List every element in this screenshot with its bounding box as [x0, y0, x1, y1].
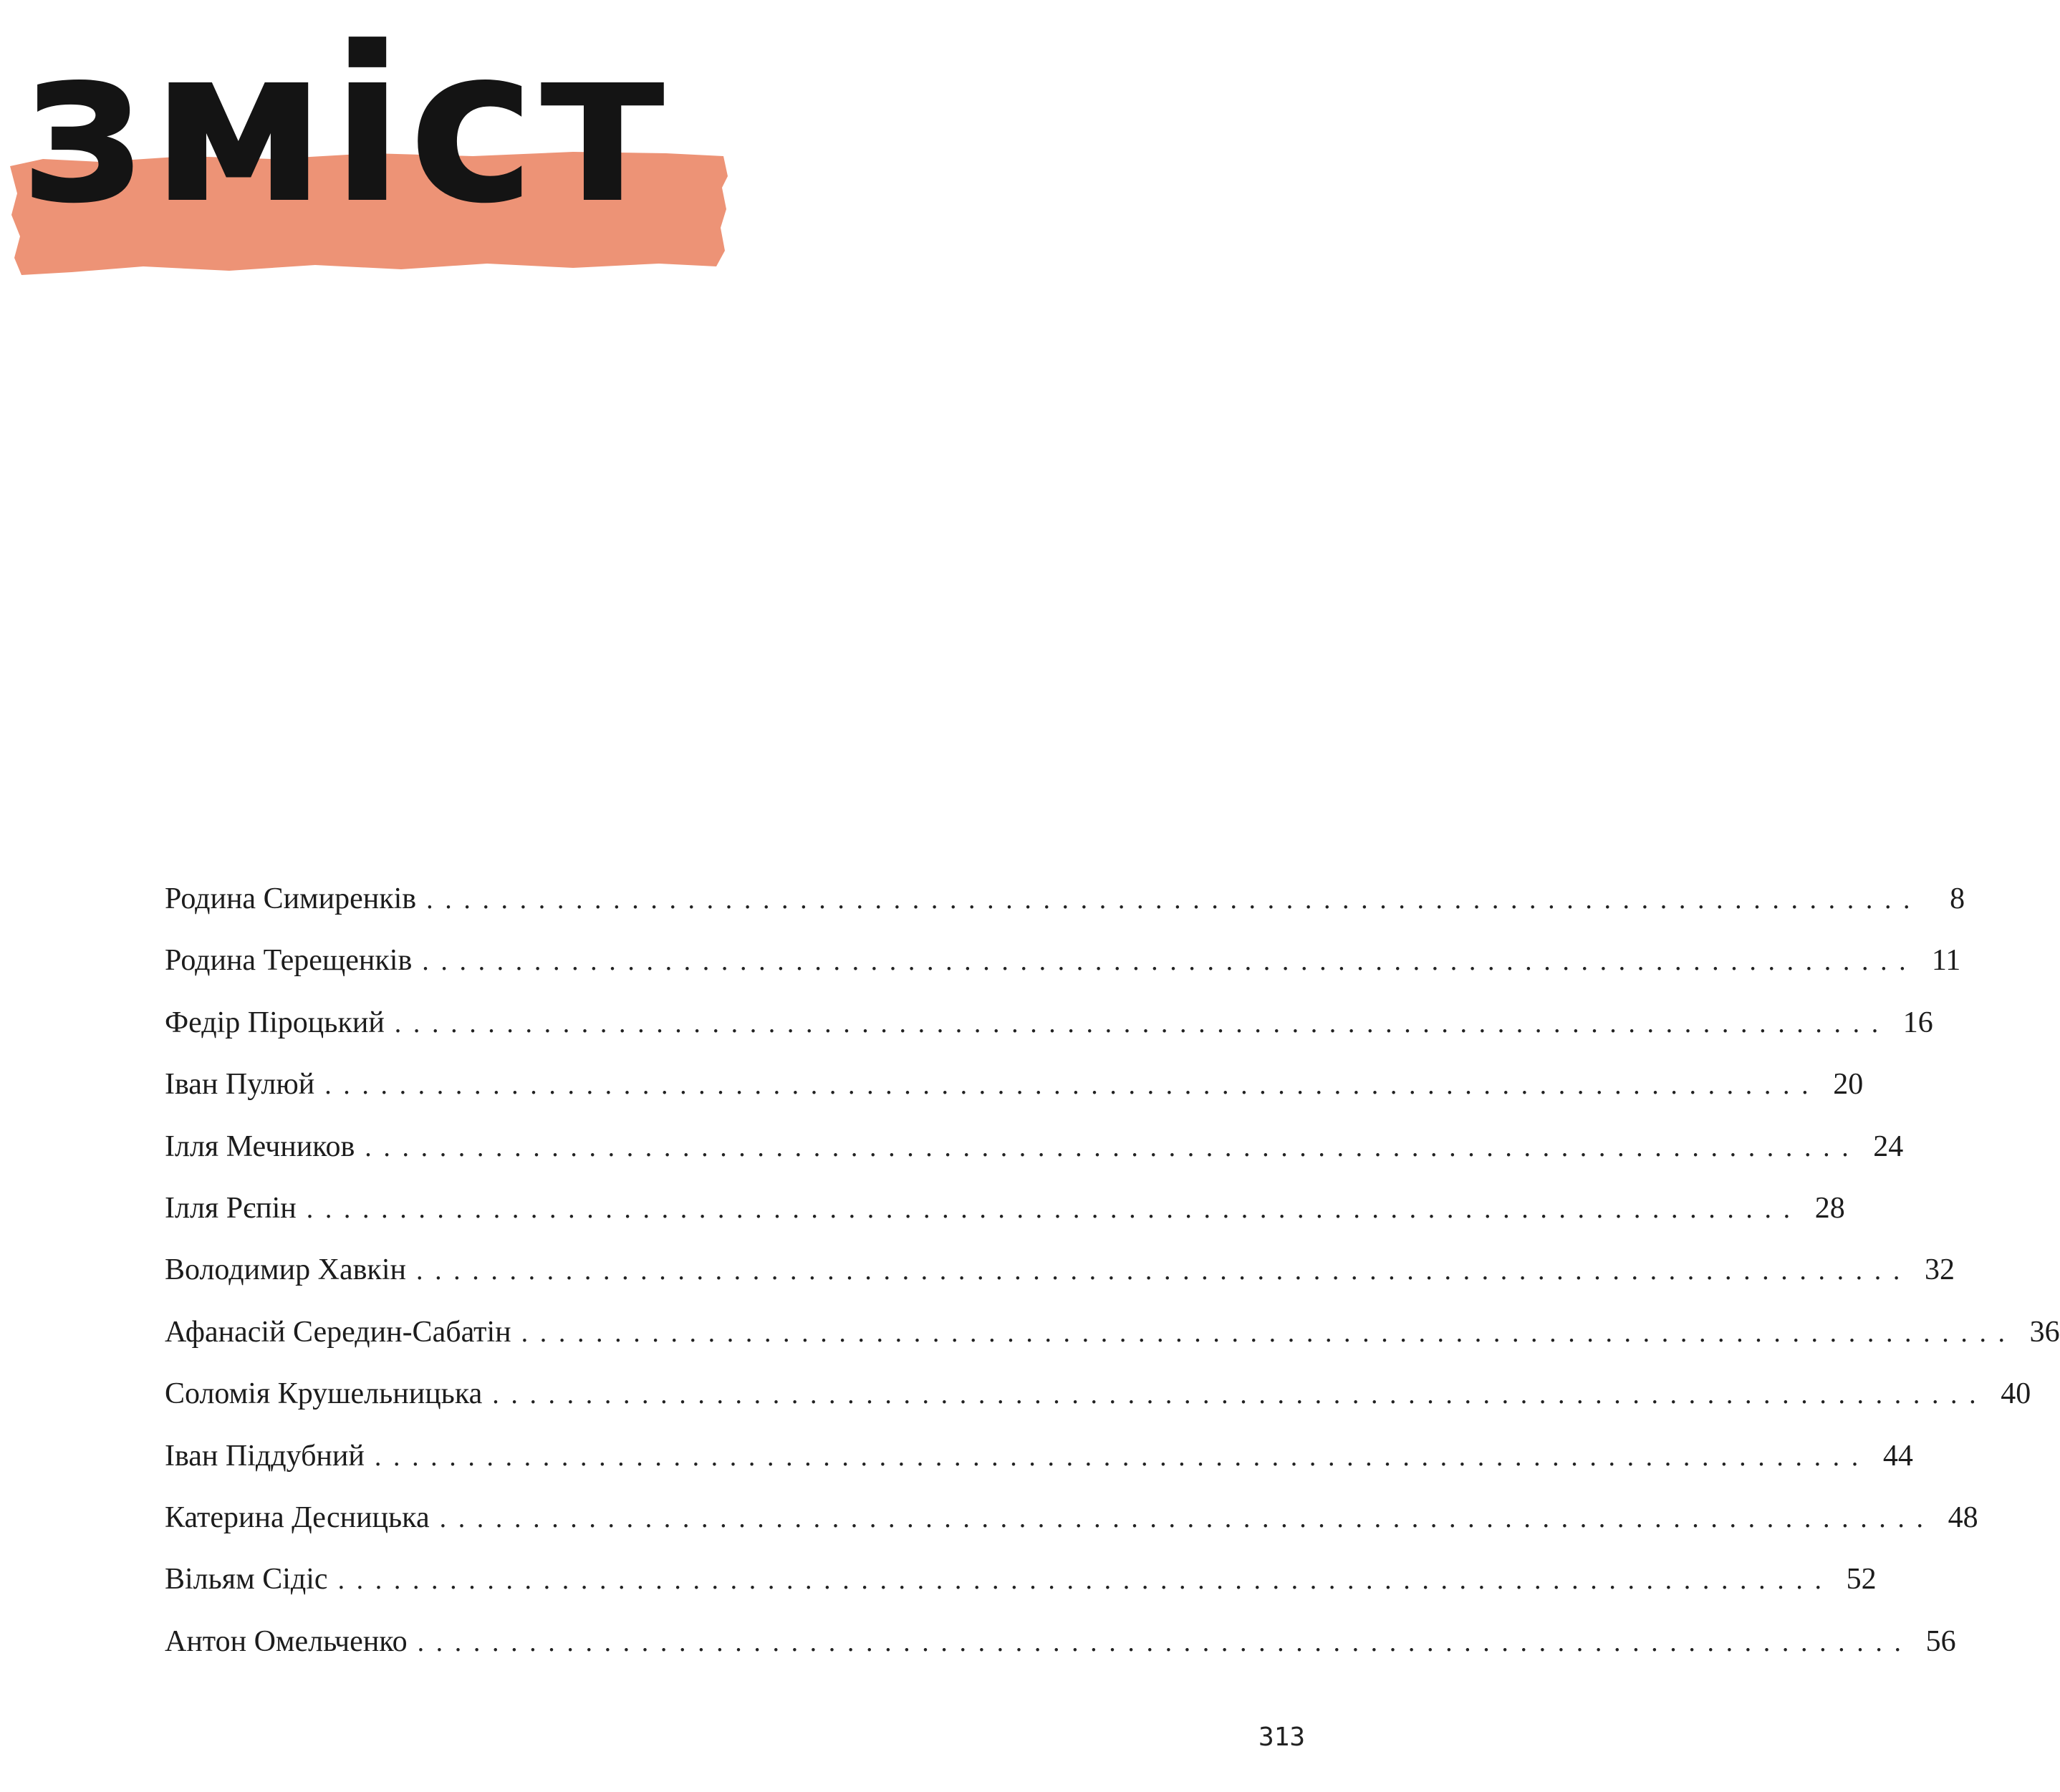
toc-entry-title: Катерина Десницька: [165, 1500, 430, 1534]
toc-entry: [165, 1620, 1956, 1682]
toc-entry-page: 44: [1882, 1439, 1913, 1473]
toc-entry-title: Ілля Мечников: [165, 1129, 355, 1163]
toc-entry-title: Ілля Рєпін: [165, 1191, 297, 1225]
toc-entry: [165, 1311, 2060, 1372]
dot-leader: ................................................................................: [422, 946, 1918, 977]
toc-heading: [0, 0, 745, 286]
toc-entry-page: 48: [1948, 1500, 1978, 1534]
toc-entry-title: Іван Піддубний: [165, 1439, 365, 1473]
toc-entry-title: Родина Симиренків: [165, 882, 417, 915]
toc-entry-page: 56: [1925, 1624, 1956, 1658]
toc-entry-page: 36: [2029, 1315, 2060, 1349]
table-of-contents: [165, 877, 2060, 1682]
dot-leader: ................................................................................: [426, 885, 1922, 915]
toc-entry-page: 16: [1902, 1006, 1933, 1039]
toc-entry: [165, 1496, 1978, 1558]
page-title: зміст: [21, 1, 670, 251]
toc-entry-page: 8: [1950, 882, 1965, 915]
toc-entry: [165, 1125, 1904, 1187]
toc-entry-title: Федір Піроцький: [165, 1006, 385, 1039]
toc-entry-page: 20: [1833, 1068, 1864, 1102]
toc-entry-title: Іван Пулюй: [165, 1068, 315, 1102]
toc-entry: [165, 1248, 1955, 1310]
dot-leader: ................................................................................: [417, 1627, 1913, 1657]
dot-leader: ................................................................................: [394, 1008, 1890, 1039]
dot-leader: ................................................................................: [337, 1565, 1834, 1596]
dot-leader: ................................................................................: [439, 1503, 1935, 1533]
dot-leader: ................................................................................: [365, 1132, 1861, 1162]
toc-entry-page: 40: [2001, 1377, 2031, 1411]
dot-leader: ................................................................................: [492, 1379, 1988, 1410]
toc-entry-title: Вільям Сідіс: [165, 1563, 328, 1596]
page-number: 313: [1258, 1723, 1305, 1752]
toc-entry: [165, 939, 1961, 1001]
toc-entry-page: 11: [1931, 944, 1961, 978]
dot-leader: ................................................................................: [521, 1317, 2017, 1348]
toc-entry-page: 52: [1846, 1563, 1877, 1596]
toc-entry-title: Родина Терещенків: [165, 944, 413, 978]
toc-entry: [165, 1001, 1933, 1063]
dot-leader: ................................................................................: [306, 1193, 1802, 1224]
dot-leader: ................................................................................: [374, 1441, 1870, 1472]
toc-entry: [165, 877, 1965, 939]
toc-entry-page: 24: [1873, 1129, 1904, 1163]
toc-entry-title: Володимир Хавкін: [165, 1253, 406, 1287]
dot-leader: ................................................................................: [324, 1070, 1821, 1101]
toc-entry-title: Антон Омельченко: [165, 1624, 408, 1658]
toc-entry-page: 28: [1814, 1191, 1845, 1225]
toc-entry: [165, 1063, 1864, 1124]
toc-entry: [165, 1372, 2031, 1434]
toc-entry: [165, 1187, 1845, 1248]
dot-leader: ................................................................................: [415, 1256, 1912, 1286]
toc-entry-title: Афанасій Середин-Сабатін: [165, 1315, 511, 1349]
toc-entry-title: Соломія Крушельницька: [165, 1377, 483, 1411]
toc-entry: [165, 1435, 1913, 1496]
toc-entry: [165, 1558, 1877, 1619]
toc-entry-page: 32: [1924, 1253, 1955, 1287]
